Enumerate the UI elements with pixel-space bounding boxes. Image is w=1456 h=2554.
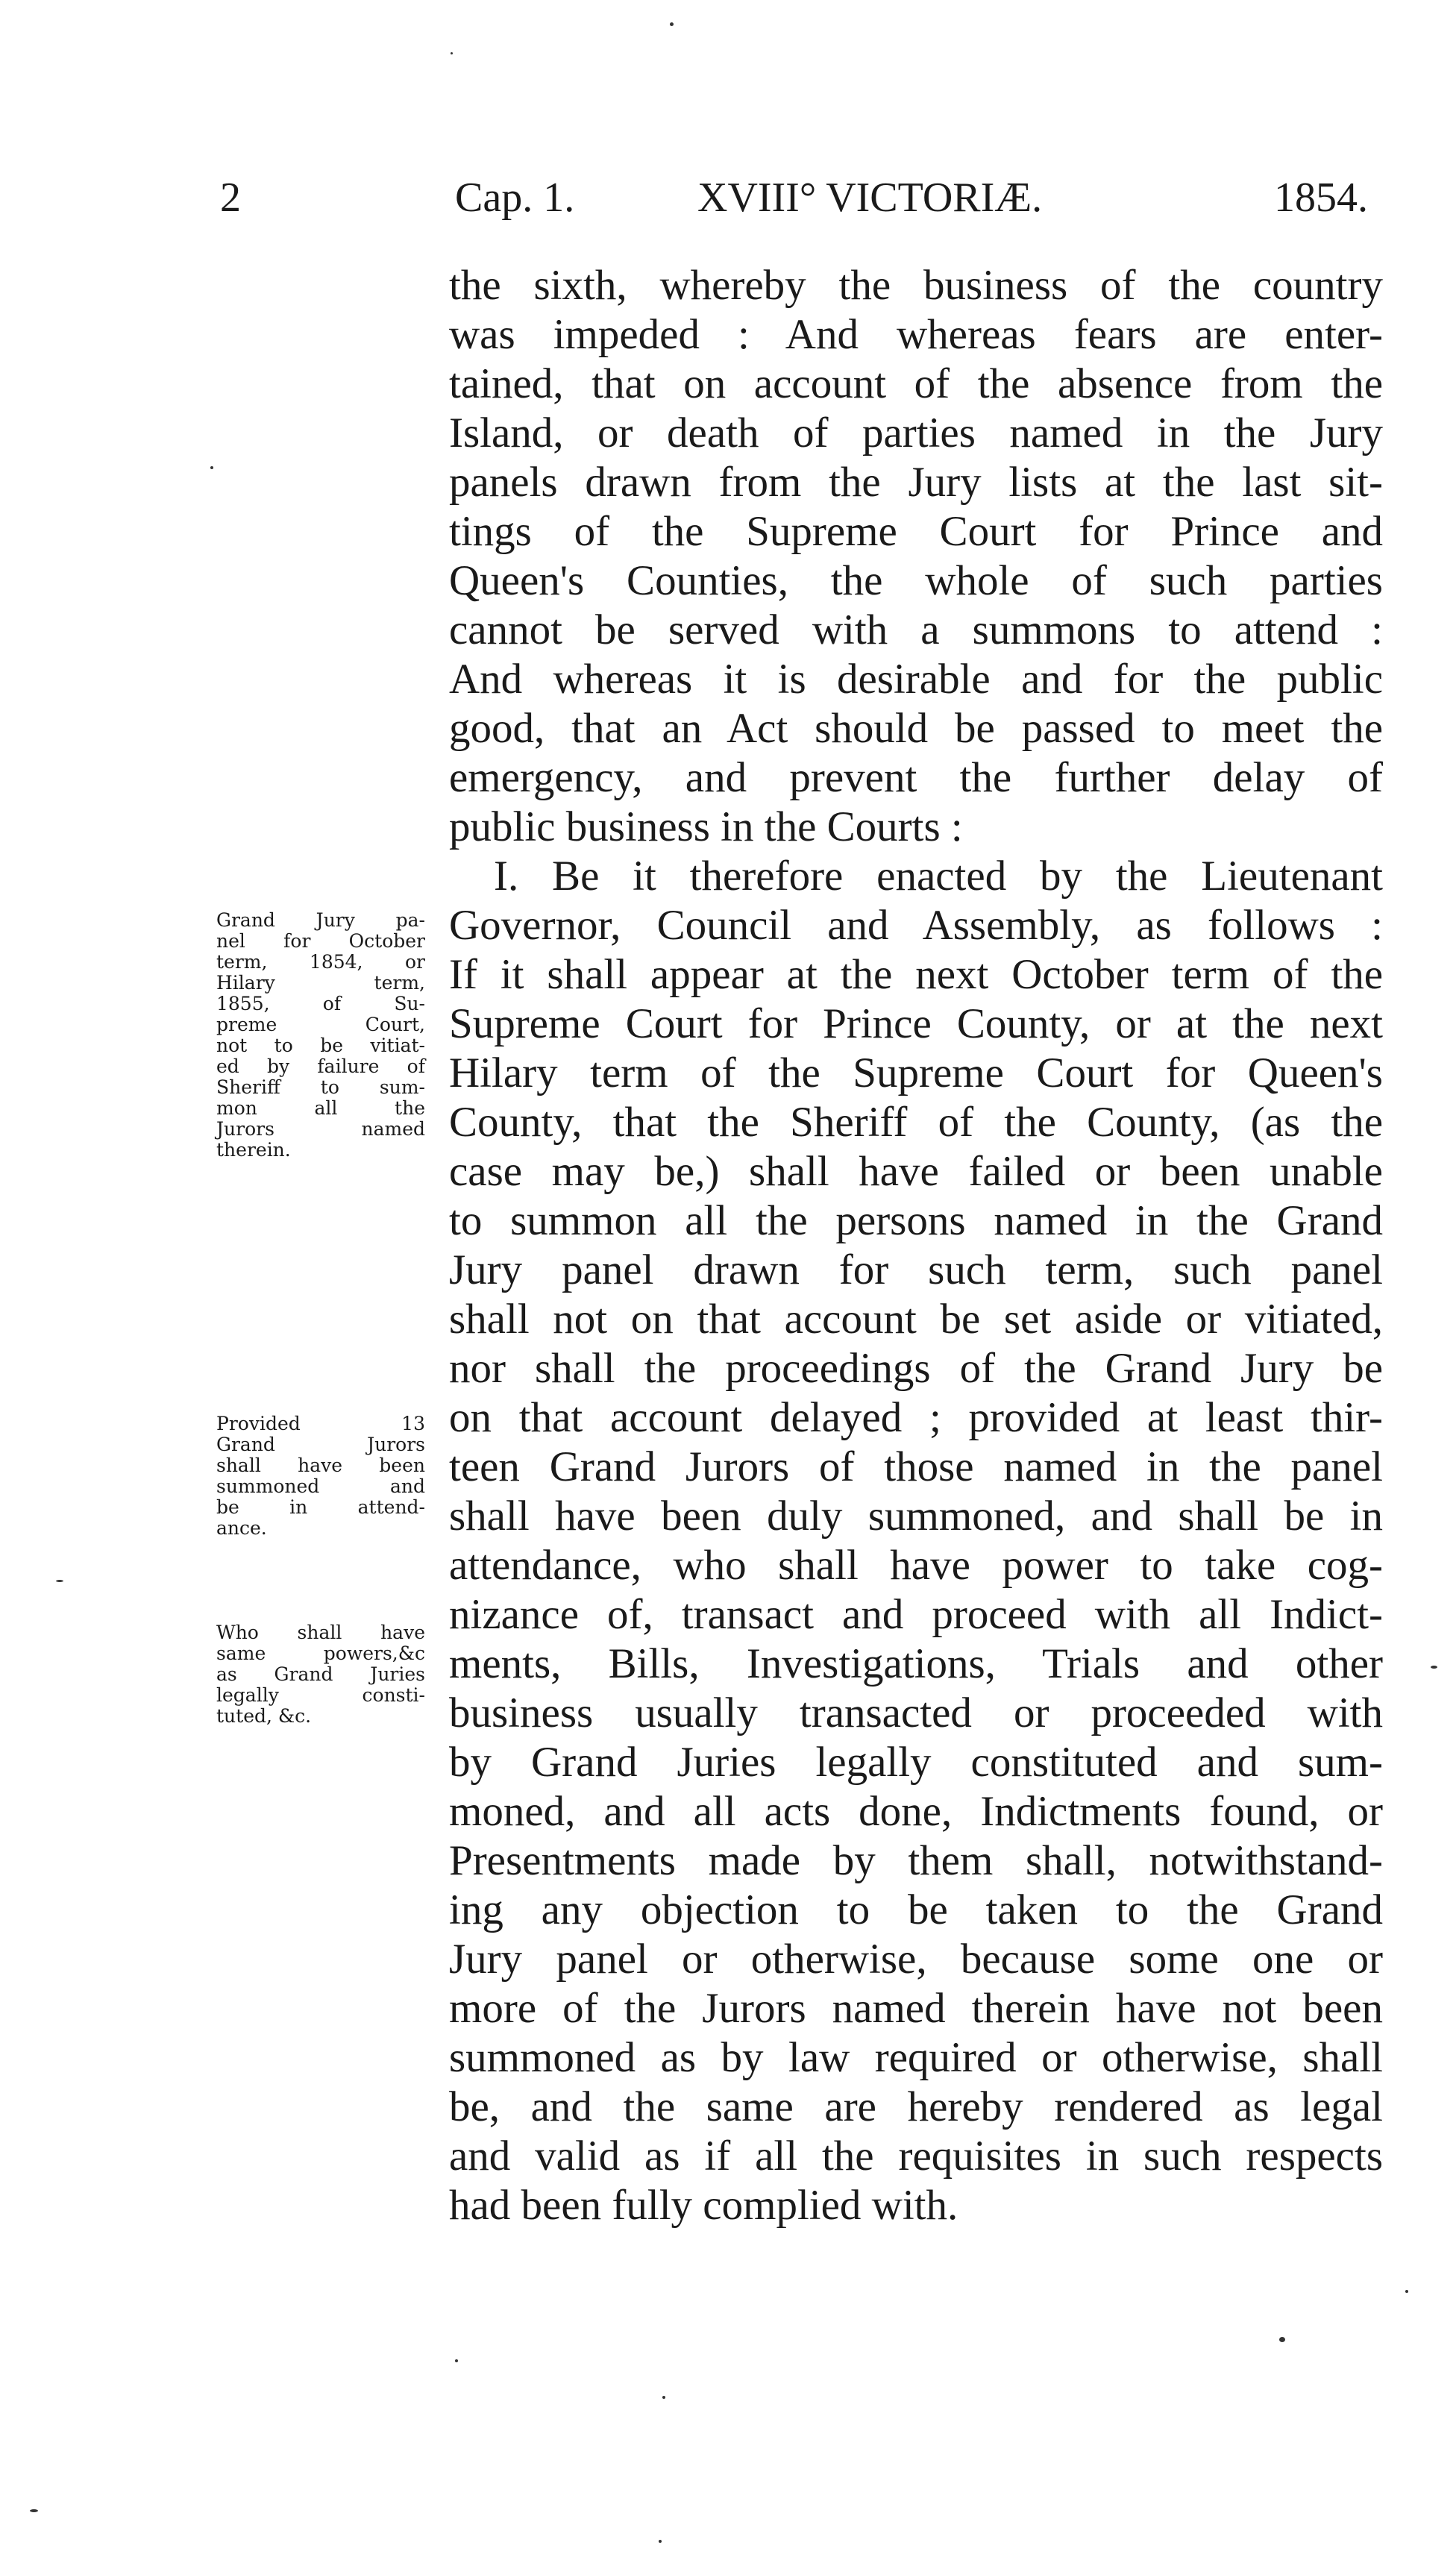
- text-line: emergency, and prevent the further delay of: [449, 754, 1383, 801]
- text-line: nizance of, transact and proceed with all Indict-: [449, 1591, 1383, 1638]
- note-line: mon all the: [216, 1097, 425, 1119]
- note-line: same powers,&c: [216, 1642, 425, 1664]
- text-line: had been fully complied with.: [449, 2182, 958, 2229]
- text-line: on that account delayed ; provided at least thir-: [449, 1394, 1383, 1441]
- note-line: term, 1854, or: [216, 951, 425, 973]
- text-line: Queen's Counties, the whole of such parties: [449, 557, 1383, 604]
- note-line: legally consti-: [216, 1684, 425, 1706]
- page-number: 2: [220, 175, 241, 221]
- year: 1854.: [1274, 175, 1368, 221]
- text-line: and valid as if all the requisites in such respects: [449, 2133, 1383, 2180]
- note-line: nel for October: [216, 930, 425, 952]
- scan-speck: [1405, 2290, 1408, 2293]
- note-line: Provided 13: [216, 1413, 425, 1434]
- text-line: the sixth, whereby the business of the country: [449, 262, 1383, 309]
- note-line: summoned and: [216, 1475, 425, 1497]
- scan-speck: [1279, 2337, 1285, 2342]
- note-line: preme Court,: [216, 1014, 425, 1035]
- text-line: attendance, who shall have power to take cog-: [449, 1542, 1383, 1589]
- scan-speck: [56, 1580, 63, 1582]
- statute-body-text: [449, 261, 1383, 2230]
- marginal-note-grand-jury-panel: [216, 910, 425, 1161]
- note-line: as Grand Juries: [216, 1663, 425, 1685]
- text-line: shall have been duly summoned, and shall be in: [449, 1493, 1383, 1540]
- text-line: ing any objection to be taken to the Grand: [449, 1886, 1383, 1933]
- text-line: panels drawn from the Jury lists at the last sit-: [449, 459, 1383, 506]
- text-line: Jury panel drawn for such term, such panel: [449, 1246, 1383, 1293]
- text-line: shall not on that account be set aside or vitiated,: [449, 1296, 1383, 1343]
- text-line: County, that the Sheriff of the County, (as the: [449, 1099, 1383, 1146]
- note-line: Who shall have: [216, 1622, 425, 1643]
- text-line: to summon all the persons named in the Grand: [449, 1197, 1383, 1244]
- text-line: Governor, Council and Assembly, as follows :: [449, 902, 1383, 949]
- text-line: tings of the Supreme Court for Prince and: [449, 508, 1383, 555]
- text-line: If it shall appear at the next October term of the: [449, 951, 1383, 998]
- note-line: ance.: [216, 1517, 267, 1539]
- text-line: good, that an Act should be passed to meet the: [449, 705, 1383, 752]
- note-line: be in attend-: [216, 1496, 425, 1518]
- text-line: moned, and all acts done, Indictments found, or: [449, 1788, 1383, 1835]
- note-line: Grand Jury pa-: [216, 909, 425, 931]
- text-line: teen Grand Jurors of those named in the panel: [449, 1443, 1383, 1490]
- text-line: more of the Jurors named therein have not been: [449, 1985, 1383, 2032]
- text-line: case may be,) shall have failed or been unable: [449, 1148, 1383, 1195]
- scan-speck: [662, 2396, 665, 2399]
- text-line: Hilary term of the Supreme Court for Queen's: [449, 1049, 1383, 1096]
- note-line: not to be vitiat-: [216, 1035, 425, 1056]
- text-line: Jury panel or otherwise, because some one or: [449, 1936, 1383, 1983]
- text-line: summoned as by law required or otherwise, shall: [449, 2034, 1383, 2081]
- marginal-note-same-powers: [216, 1622, 425, 1727]
- scan-speck: [30, 2509, 38, 2512]
- marginal-note-provided-13-jurors: [216, 1414, 425, 1539]
- text-line: nor shall the proceedings of the Grand Jury be: [449, 1345, 1383, 1392]
- text-line: business usually transacted or proceeded with: [449, 1689, 1383, 1736]
- chapter-label: Cap. 1.: [455, 175, 575, 221]
- scan-speck: [455, 2359, 458, 2362]
- scan-speck: [1431, 1666, 1437, 1669]
- note-line: shall have been: [216, 1455, 425, 1476]
- note-line: Hilary term,: [216, 972, 425, 994]
- text-line: was impeded : And whereas fears are enter-: [449, 311, 1383, 358]
- scan-speck: [210, 466, 213, 469]
- note-line: 1855, of Su-: [216, 993, 425, 1014]
- regnal-year: XVIII° VICTORIÆ.: [697, 175, 1043, 221]
- running-header: [0, 168, 1456, 228]
- text-line: by Grand Juries legally constituted and sum-: [449, 1739, 1383, 1786]
- text-line: ments, Bills, Investigations, Trials and other: [449, 1640, 1383, 1687]
- scan-speck: [659, 2540, 662, 2543]
- text-line: Presentments made by them shall, notwithstand-: [449, 1837, 1383, 1884]
- note-line: Sheriff to sum-: [216, 1076, 425, 1098]
- scan-speck: [451, 52, 453, 54]
- text-line: tained, that on account of the absence from the: [449, 360, 1383, 407]
- section-heading-line: I. Be it therefore enacted by the Lieutenant: [494, 853, 1383, 900]
- text-line: Island, or death of parties named in the Jury: [449, 410, 1383, 456]
- note-line: Grand Jurors: [216, 1434, 425, 1455]
- text-line: And whereas it is desirable and for the public: [449, 656, 1383, 703]
- note-line: Jurors named: [216, 1118, 425, 1140]
- text-line: Supreme Court for Prince County, or at the next: [449, 1000, 1383, 1047]
- note-line: ed by failure of: [216, 1055, 425, 1077]
- text-line: be, and the same are hereby rendered as legal: [449, 2083, 1383, 2130]
- text-line: cannot be served with a summons to attend :: [449, 606, 1383, 653]
- note-line: therein.: [216, 1139, 291, 1161]
- note-line: tuted, &c.: [216, 1705, 312, 1727]
- text-line: public business in the Courts :: [449, 803, 963, 850]
- scan-speck: [670, 22, 674, 26]
